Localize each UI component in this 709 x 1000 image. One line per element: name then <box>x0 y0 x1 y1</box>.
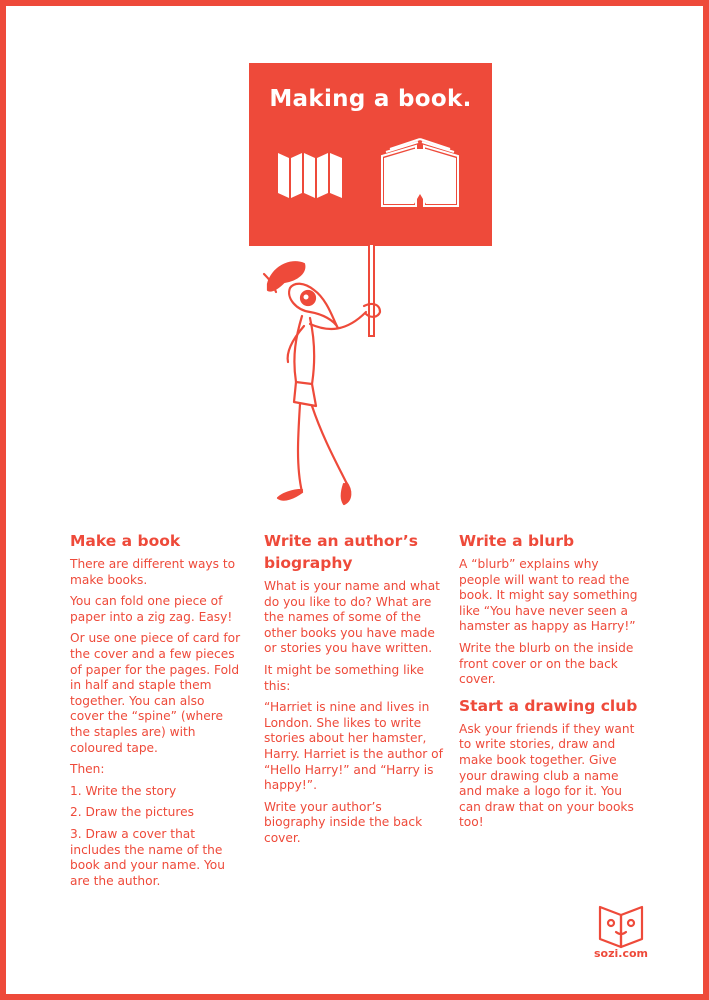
paragraph: What is your name and what do you like to do? What are the names of some of the other books you have made or stories you have written. <box>264 579 440 656</box>
section-heading: Write a blurb <box>459 532 575 550</box>
character-holding-sign-illustration <box>6 6 709 526</box>
paragraph: There are different ways to make books. <box>70 557 236 587</box>
list-item: 3. Draw a cover that includes the name of the book and your name. You are the author. <box>70 826 225 888</box>
paragraph: “Harriet is nine and lives in London. She likes to write stories about her hamster, Harry. Harriet is the author of “Hello Harry!” and “Harry is happy!”. <box>264 700 443 793</box>
column-blurb-and-club <box>459 530 639 837</box>
paragraph: Or use one piece of card for the cover and a few pieces of paper for the pages. Fold in half and staple them together. You can also cover the “spine” (where the staples are) with coloured tape. <box>70 631 241 755</box>
paragraph: Write the blurb on the inside front cover or on the back cover. <box>459 640 634 687</box>
section-heading: Make a book <box>70 532 181 550</box>
paragraph: Write your author’s biography inside the back cover. <box>264 799 423 845</box>
section-heading: Start a drawing club <box>459 696 638 715</box>
list-item: 1. Write the story <box>70 783 177 798</box>
paragraph: Ask your friends if they want to write stories, draw and make book together. Give your drawing club a name and make a logo for it. You can draw that on your books too! <box>459 721 635 830</box>
section-heading: Write an author’s biography <box>264 532 418 572</box>
list-item: 2. Draw the pictures <box>70 805 194 820</box>
column-author-biography <box>264 530 444 853</box>
column-make-a-book <box>70 530 242 895</box>
paragraph: It might be something like this: <box>264 662 425 693</box>
paragraph: A “blurb” explains why people will want to read the book. It might say something like “You have never seen a hamster as happy as Harry!” <box>459 557 638 634</box>
paragraph: Then: <box>70 762 105 777</box>
sign-title: Making a book. <box>269 86 472 112</box>
logo-text: sozi.com <box>594 947 648 960</box>
paragraph: You can fold one piece of paper into a zig zag. Easy! <box>70 594 233 624</box>
